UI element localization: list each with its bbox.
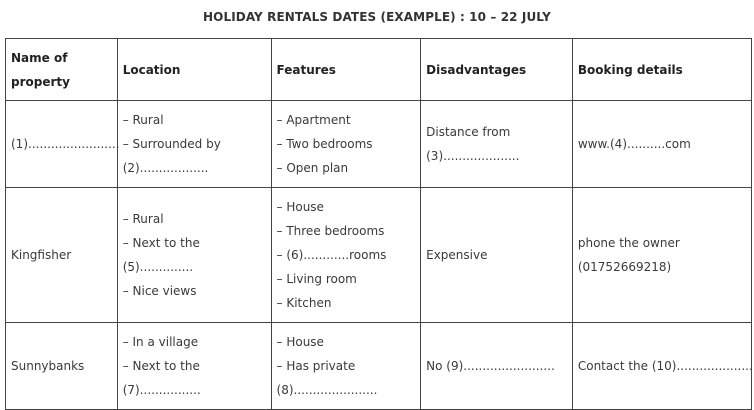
cell-line: (3).................... bbox=[426, 149, 520, 163]
cell-line: www.(4)..........com bbox=[577, 137, 691, 151]
cell-line: – Next to the bbox=[122, 236, 200, 250]
cell-property-name bbox=[6, 323, 118, 410]
cell-line: – Has private bbox=[276, 359, 356, 373]
cell-disadvantages bbox=[421, 101, 573, 188]
cell-line: – Rural bbox=[122, 113, 164, 127]
holiday-rentals-table bbox=[5, 38, 752, 410]
cell-booking-details bbox=[572, 188, 751, 323]
cell-booking-details bbox=[572, 101, 751, 188]
cell-line: – Next to the bbox=[122, 359, 200, 373]
cell-line: – House bbox=[276, 335, 324, 349]
cell-line: – Three bedrooms bbox=[276, 224, 385, 238]
cell-location bbox=[117, 323, 271, 410]
cell-line: (1)........................ bbox=[11, 137, 120, 151]
header-disadvantages: Disadvantages bbox=[421, 39, 573, 101]
cell-line: (01752669218) bbox=[577, 260, 672, 274]
cell-features bbox=[271, 188, 421, 323]
cell-line: (5).............. bbox=[122, 260, 194, 274]
header-name-of-property: Name of property bbox=[6, 39, 118, 101]
header-features: Features bbox=[271, 39, 421, 101]
cell-line: – House bbox=[276, 200, 324, 214]
cell-line: Sunnybanks bbox=[11, 359, 85, 373]
cell-line: – Rural bbox=[122, 212, 164, 226]
cell-line: – (6)............rooms bbox=[276, 248, 387, 262]
cell-line: – Apartment bbox=[276, 113, 351, 127]
cell-line: (2).................. bbox=[122, 161, 209, 175]
cell-line: Distance from bbox=[426, 125, 511, 139]
table-header-row bbox=[6, 39, 752, 101]
cell-line: Expensive bbox=[426, 248, 488, 262]
cell-features bbox=[271, 101, 421, 188]
cell-property-name bbox=[6, 188, 118, 323]
cell-line: Kingfisher bbox=[11, 248, 72, 262]
cell-line: No (9)........................ bbox=[426, 359, 555, 373]
header-location: Location bbox=[117, 39, 271, 101]
table-row bbox=[6, 101, 752, 188]
cell-line: – Living room bbox=[276, 272, 357, 286]
cell-booking-details bbox=[572, 323, 751, 410]
cell-location bbox=[117, 101, 271, 188]
cell-location bbox=[117, 188, 271, 323]
cell-line: – Surrounded by bbox=[122, 137, 221, 151]
cell-line: – Kitchen bbox=[276, 296, 332, 310]
cell-line: – Open plan bbox=[276, 161, 349, 175]
header-booking-details: Booking details bbox=[572, 39, 751, 101]
cell-line: (8)...................... bbox=[276, 383, 378, 397]
cell-disadvantages bbox=[421, 323, 573, 410]
cell-disadvantages bbox=[421, 188, 573, 323]
cell-line: – In a village bbox=[122, 335, 199, 349]
cell-line: – Two bedrooms bbox=[276, 137, 373, 151]
cell-property-name bbox=[6, 101, 118, 188]
cell-features bbox=[271, 323, 421, 410]
cell-line: – Nice views bbox=[122, 284, 197, 298]
cell-line: Contact the (10).................... bbox=[577, 359, 753, 373]
table-row bbox=[6, 323, 752, 410]
cell-line: phone the owner bbox=[577, 236, 680, 250]
table-row bbox=[6, 188, 752, 323]
cell-line: (7)................ bbox=[122, 383, 201, 397]
page-title: HOLIDAY RENTALS DATES (EXAMPLE) : 10 – 22 JULY bbox=[203, 10, 551, 24]
